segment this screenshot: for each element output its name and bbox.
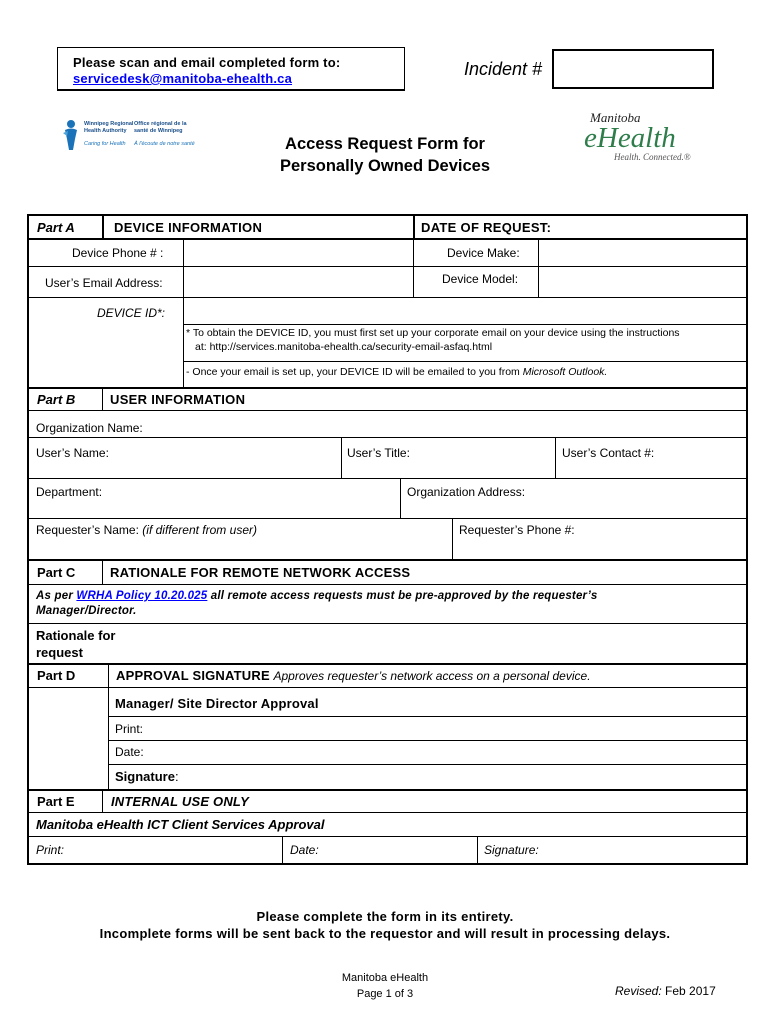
requester-phone-field[interactable] [454,540,746,558]
manager-print-field[interactable] [160,718,746,738]
scan-instructions: Please scan and email completed form to: [73,55,341,70]
rationale-label-line2: request [36,645,83,660]
department-label: Department: [36,485,103,499]
policy-line2: Manager/Director. [36,605,137,617]
device-id-label: DEVICE ID*: [97,306,166,320]
approval-signature-subtitle: Approves requester’s network access on a personal device. [273,669,591,683]
users-contact-label: User’s Contact #: [562,446,655,460]
device-model-field[interactable] [540,268,746,296]
rationale-heading: RATIONALE FOR REMOTE NETWORK ACCESS [110,565,411,580]
microsoft-outlook-text: Microsoft Outlook. [522,366,608,378]
part-c-label: Part C [37,565,76,580]
part-a-label: Part A [37,220,75,235]
wrha-policy-link[interactable]: WRHA Policy 10.20.025 [76,590,208,602]
manager-signature-colon: : [174,769,179,784]
date-of-request-field[interactable] [560,216,746,237]
organization-name-label: Organization Name: [36,421,143,435]
form-title-line1: Access Request Form for [285,135,485,153]
device-model-label: Device Model: [442,272,519,286]
manager-date-field[interactable] [160,742,746,762]
manager-print-label: Print: [115,722,144,736]
part-e-label: Part E [37,794,75,809]
users-name-label: User’s Name: [36,446,109,460]
footer-org: Manitoba eHealth [341,972,429,984]
organization-address-label: Organization Address: [407,485,526,499]
device-phone-label: Device Phone # : [72,246,164,260]
requester-name-label [36,523,257,537]
users-email-label: User’s Email Address: [45,276,163,290]
footer-revised [615,984,716,998]
revised-label: Revised: [615,984,662,998]
approval-signature-title: APPROVAL SIGNATURE [116,668,270,683]
wrha-tag-fr: À l'écoute de notre santé [134,141,195,147]
device-id-note-line2: at: http://services.manitoba-ehealth.ca/security-email-asfaq.html [195,341,493,353]
ict-date-label: Date: [290,843,319,857]
device-id-note-line1: * To obtain the DEVICE ID, you must first set up your corporate email on your device using the instructions [186,327,680,339]
wrha-logo-en1: Winnipeg Regional [84,121,134,127]
part-d-label: Part D [37,668,76,683]
form-title-line2: Personally Owned Devices [279,157,490,175]
ict-date-field[interactable] [330,838,475,863]
manager-date-label: Date: [115,745,144,759]
incident-label: Incident # [464,59,543,79]
footer-page-number: Page 1 of 3 [356,988,414,1000]
requester-name-field[interactable] [29,540,450,558]
ict-signature-field[interactable] [552,838,746,863]
users-title-label: User’s Title: [347,446,410,460]
manager-signature-field[interactable] [190,766,746,788]
device-id-note-outlook [186,366,607,378]
device-make-label: Device Make: [447,246,520,260]
manager-approval-heading: Manager/ Site Director Approval [115,696,319,711]
rationale-field[interactable] [135,625,749,665]
ict-print-label: Print: [36,843,65,857]
user-information-heading: USER INFORMATION [110,392,246,407]
wrha-logo-fr1: Office régional de la [134,121,187,127]
organization-address-field[interactable] [402,500,746,517]
internal-use-heading: INTERNAL USE ONLY [111,794,249,809]
approval-signature-heading [116,668,591,683]
rationale-label-line1: Rationale for [36,628,116,643]
ehealth-logo-tag: Health. Connected.® [614,152,691,162]
ehealth-logo-top: Manitoba [590,110,641,125]
wrha-logo-en2: Health Authority [84,128,127,134]
completion-notice-line2: Incomplete forms will be sent back to the requestor and will result in processing delays. [99,926,671,941]
users-name-field[interactable] [29,460,339,477]
policy-line1 [36,590,597,602]
date-of-request-label: DATE OF REQUEST: [421,220,552,235]
ict-print-field[interactable] [75,838,280,863]
device-id-note-outlook-text: - Once your email is set up, your DEVICE ID will be emailed to you from [186,366,523,378]
manager-signature-label [115,769,179,784]
users-contact-field[interactable] [557,460,746,477]
users-title-field[interactable] [343,460,553,477]
device-make-field[interactable] [540,240,746,265]
revised-date: Feb 2017 [665,984,716,998]
users-email-field[interactable] [185,268,411,296]
ict-signature-label: Signature: [484,843,539,857]
department-field[interactable] [29,500,398,517]
ehealth-logo-main: eHealth [584,122,676,154]
ict-approval-heading: Manitoba eHealth ICT Client Services Approval [36,817,325,832]
requester-name-text: Requester’s Name: [36,523,143,537]
requester-phone-label: Requester’s Phone #: [459,523,575,537]
servicedesk-email-link[interactable]: servicedesk@manitoba-ehealth.ca [73,71,293,86]
device-id-field[interactable] [185,299,746,323]
part-b-label: Part B [37,392,76,407]
wrha-logo-fr2: santé de Winnipeg [134,128,183,134]
policy-suffix: all remote access requests must be pre-approved by the requester’s [207,590,598,602]
manager-signature-text: Signature [115,769,175,784]
completion-notice-line1: Please complete the form in its entirety. [256,909,514,924]
incident-number-field[interactable] [552,49,714,89]
device-phone-field[interactable] [185,240,411,265]
policy-prefix: As per [36,590,77,602]
organization-name-field[interactable] [160,412,746,436]
device-information-heading: DEVICE INFORMATION [114,220,263,235]
requester-name-note: (if different from user) [142,523,257,537]
wrha-tag-en: Caring for Health [84,141,126,147]
